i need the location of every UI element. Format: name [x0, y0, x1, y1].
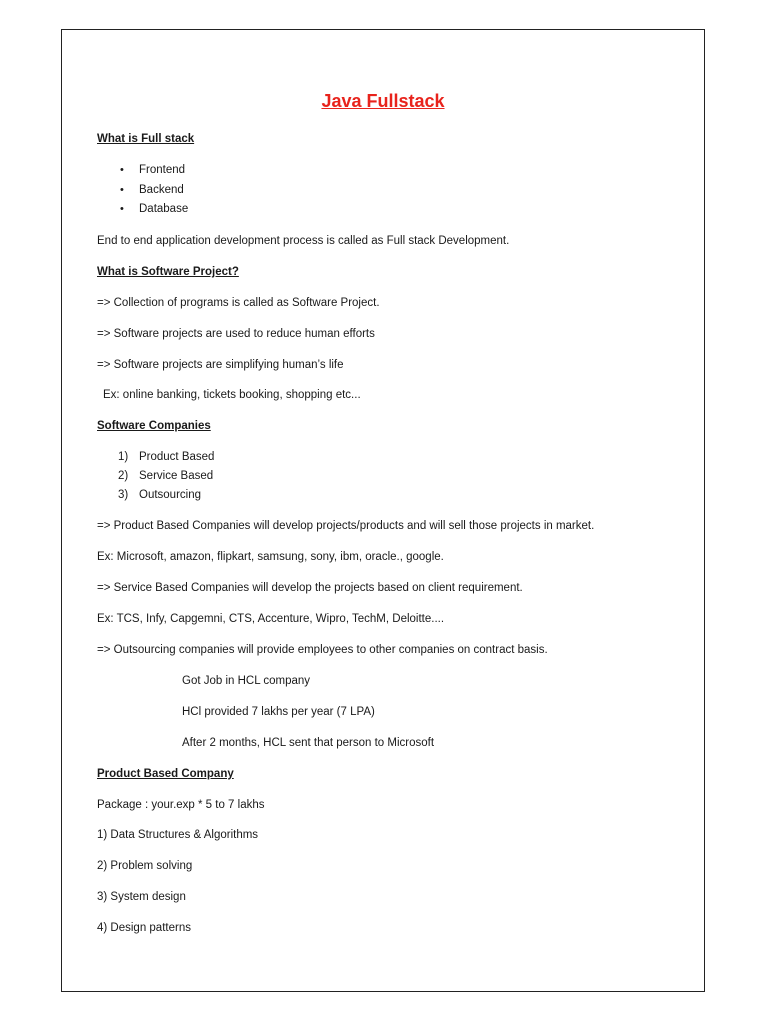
indented-line: After 2 months, HCL sent that person to Microsoft: [182, 737, 435, 749]
paragraph-line: Ex: Microsoft, amazon, flipkart, samsung, sony, ibm, oracle., google.: [97, 551, 444, 563]
paragraph-line: 1) Data Structures & Algorithms: [97, 829, 259, 841]
indented-line: Got Job in HCL company: [182, 675, 311, 687]
paragraph-line: Ex: TCS, Infy, Capgemni, CTS, Accenture, Wipro, TechM, Deloitte....: [97, 613, 445, 625]
indented-line: HCl provided 7 lakhs per year (7 LPA): [182, 706, 375, 718]
item-label: Outsourcing: [139, 489, 202, 501]
paragraph-line: => Collection of programs is called as Software Project.: [97, 297, 380, 309]
heading-software-project: What is Software Project?: [97, 266, 239, 278]
item-number: 3): [118, 489, 129, 501]
heading-full-stack: What is Full stack: [97, 133, 195, 145]
paragraph-line: 3) System design: [97, 891, 186, 903]
full-stack-definition: End to end application development process is called as Full stack Development.: [97, 235, 510, 247]
item-number: 2): [118, 470, 129, 482]
item-label: Service Based: [139, 470, 214, 482]
paragraph-line: => Product Based Companies will develop projects/products and will sell those projects in market.: [97, 520, 595, 532]
heading-software-companies: Software Companies: [97, 420, 211, 432]
heading-product-company: Product Based Company: [97, 768, 234, 780]
item-number: 1): [118, 451, 129, 463]
paragraph-line: Package : your.exp * 5 to 7 lakhs: [97, 799, 265, 811]
paragraph-line: => Service Based Companies will develop the projects based on client requirement.: [97, 582, 523, 594]
page-title: Java Fullstack: [321, 91, 445, 111]
paragraph-line: 4) Design patterns: [97, 922, 191, 934]
paragraph-line: 2) Problem solving: [97, 860, 193, 872]
numbered-item: [118, 450, 215, 464]
bullet-item: • Backend: [139, 183, 184, 197]
document-page: [61, 29, 705, 992]
paragraph-line: => Software projects are used to reduce human efforts: [97, 328, 375, 340]
bullet-item: • Database: [139, 202, 188, 216]
paragraph-line: => Software projects are simplifying human’s life: [97, 359, 344, 371]
example-line: Ex: online banking, tickets booking, shopping etc...: [103, 389, 361, 401]
bullet-item: • Frontend: [139, 163, 185, 177]
paragraph-line: => Outsourcing companies will provide employees to other companies on contract basis.: [97, 644, 548, 656]
numbered-item: [118, 469, 214, 483]
numbered-item: [118, 488, 202, 502]
item-label: Product Based: [139, 451, 215, 463]
